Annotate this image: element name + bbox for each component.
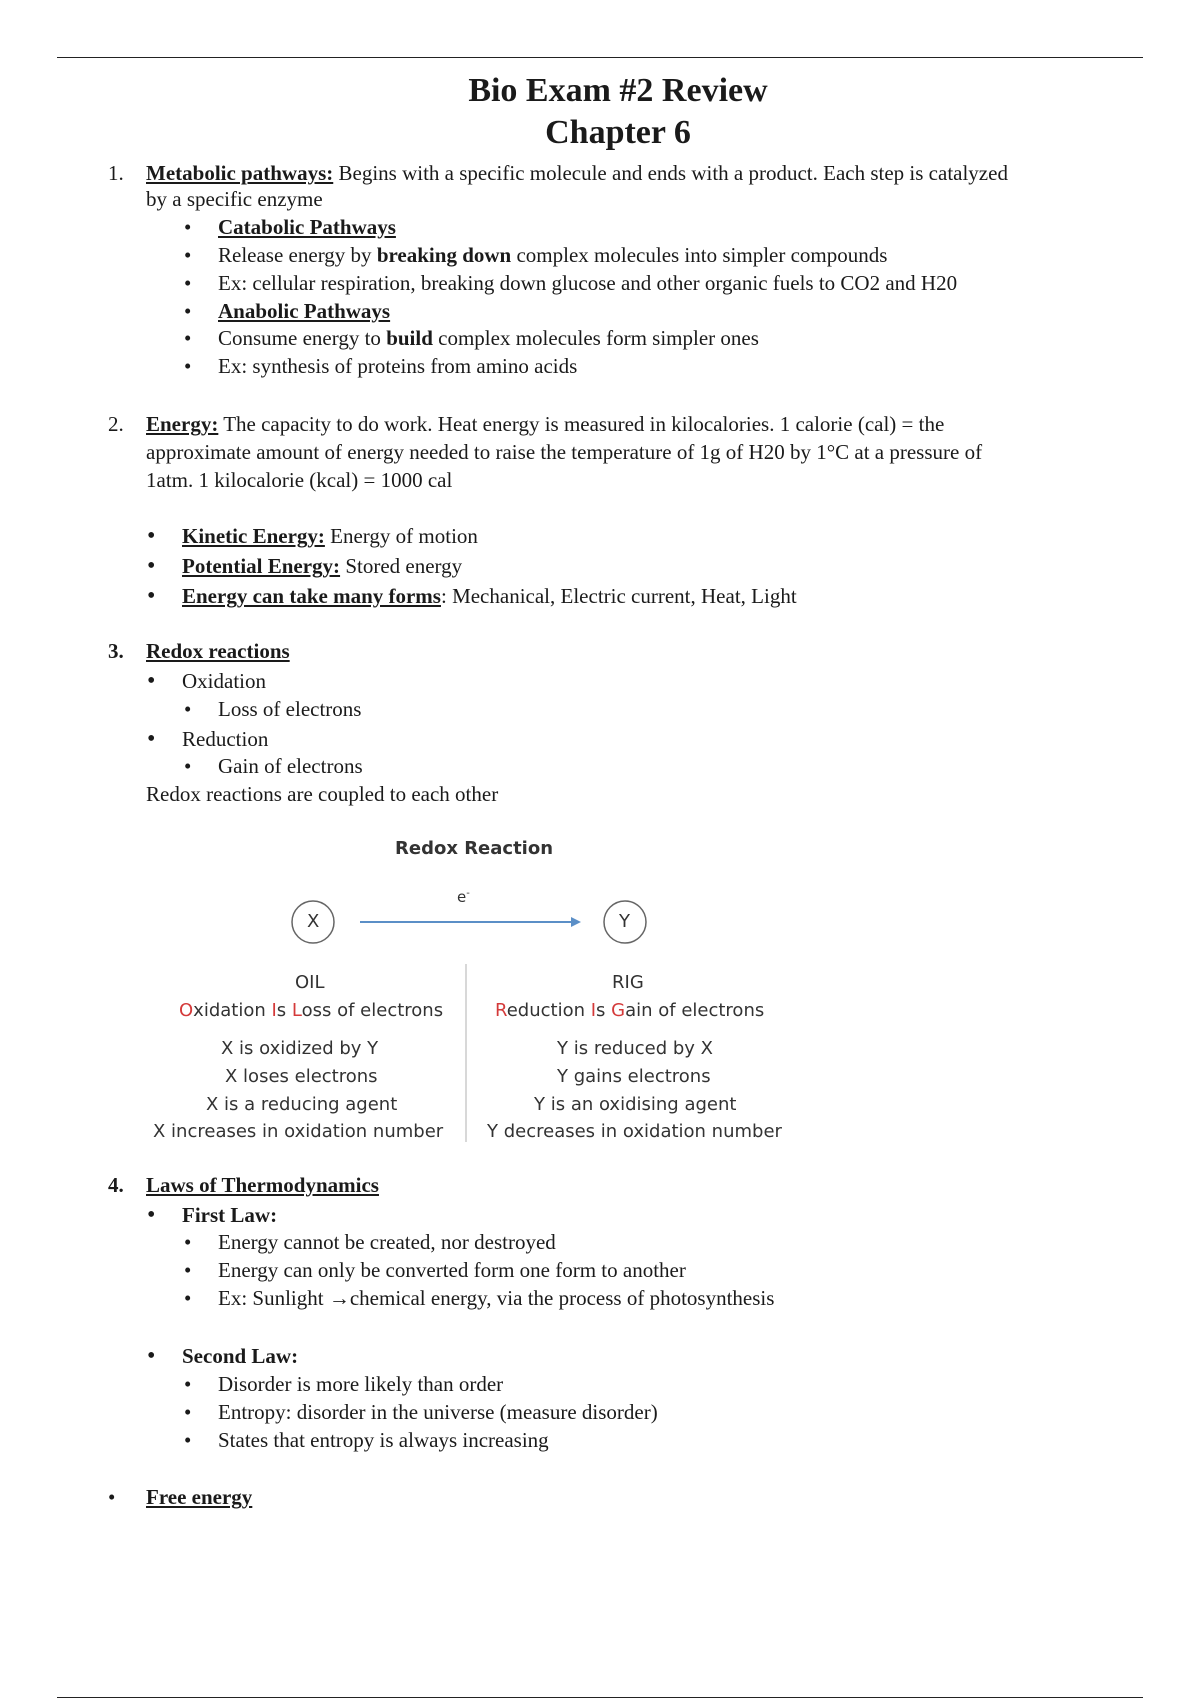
top-rule	[57, 57, 1143, 58]
text-segment: Stored energy	[340, 554, 463, 578]
text-segment: Consume energy to	[218, 326, 387, 350]
bullet-marker: •	[184, 354, 192, 378]
bullet-marker: •	[147, 726, 156, 752]
mnemonic-text: s	[596, 1000, 612, 1021]
gain-label: Gain of electrons	[218, 754, 363, 778]
x-label: X	[307, 911, 320, 932]
text-segment: Energy of motion	[324, 524, 478, 548]
left-line-1: X is oxidized by Y	[221, 1038, 379, 1059]
catabolic-line-1	[218, 242, 887, 268]
bullet-marker: •	[147, 583, 156, 609]
left-line-3: X is a reducing agent	[206, 1094, 398, 1115]
bullet-marker: •	[184, 1400, 192, 1424]
potential-header: Potential Energy:	[182, 554, 341, 578]
diagram-title: Redox Reaction	[395, 838, 554, 859]
bullet-marker: •	[184, 243, 192, 267]
text-bold-segment: breaking down	[376, 243, 512, 267]
second-law-header: Second Law:	[182, 1344, 299, 1368]
first-law-header: First Law:	[182, 1203, 278, 1227]
second-law-line-3: States that entropy is always increasing	[218, 1428, 549, 1452]
bullet-marker: •	[184, 754, 192, 778]
first-law-line-2: Energy can only be converted form one form to another	[218, 1258, 686, 1282]
reduction-label: Reduction	[182, 727, 269, 751]
chapter-title: Chapter 6	[545, 114, 691, 151]
mnemonic-letter: O	[179, 1000, 194, 1021]
arrow-icon: →	[328, 1286, 350, 1310]
loss-label: Loss of electrons	[218, 697, 362, 721]
section-1-text-1: Begins with a specific molecule and ends with a product. Each step is catalyzed	[333, 161, 1008, 185]
section-1-number: 1.	[108, 161, 124, 185]
mnemonic-text: s	[276, 1000, 292, 1021]
bullet-marker: •	[147, 523, 156, 549]
text-segment: : Mechanical, Electric current, Heat, Light	[440, 584, 797, 608]
mnemonic-letter: I	[271, 1000, 277, 1021]
bullet-marker: •	[184, 1372, 192, 1396]
bullet-marker: •	[147, 1343, 156, 1369]
bullet-marker: •	[147, 553, 156, 579]
section-4-header: Laws of Thermodynamics	[146, 1173, 379, 1197]
bullet-marker: •	[184, 697, 192, 721]
first-law-line-1: Energy cannot be created, nor destroyed	[218, 1230, 556, 1254]
text-segment: Ex: Sunlight	[218, 1286, 329, 1310]
bullet-marker: •	[184, 215, 192, 239]
coupled-text: Redox reactions are coupled to each other	[146, 782, 499, 806]
bullet-marker: •	[108, 1485, 116, 1509]
mnemonic-text: eduction	[506, 1000, 591, 1021]
section-2-line-2: approximate amount of energy needed to raise the temperature of 1g of H20 by 1°C at a pressure of	[146, 440, 983, 464]
text-segment: chemical energy, via the process of photosynthesis	[349, 1286, 775, 1310]
rig-label: RIG	[612, 972, 644, 993]
mnemonic-text: ain of electrons	[625, 1000, 765, 1021]
bullet-marker: •	[184, 326, 192, 350]
mnemonic-letter: L	[291, 1000, 302, 1021]
oil-mnemonic	[179, 1000, 443, 1021]
mnemonic-letter: G	[611, 1000, 626, 1021]
page-title: Bio Exam #2 Review	[468, 72, 768, 109]
potential-line	[182, 553, 462, 579]
oil-label: OIL	[295, 972, 325, 993]
right-line-3: Y is an oxidising agent	[534, 1094, 737, 1115]
oxidation-label: Oxidation	[182, 669, 266, 693]
bullet-marker: •	[184, 1286, 192, 1310]
first-law-line-3	[218, 1285, 774, 1311]
section-1-header: Metabolic pathways:	[146, 161, 334, 185]
kinetic-line	[182, 523, 478, 549]
forms-header: Energy can take many forms	[182, 584, 441, 608]
electron-arrow-head	[571, 917, 581, 927]
right-line-2: Y gains electrons	[557, 1066, 711, 1087]
rig-mnemonic	[495, 1000, 764, 1021]
electron-symbol: e	[457, 888, 467, 906]
text-segment: complex molecules form simpler ones	[432, 326, 759, 350]
left-line-4: X increases in oxidation number	[153, 1121, 444, 1142]
text-segment: complex molecules into simpler compounds	[511, 243, 888, 267]
anabolic-header: Anabolic Pathways	[218, 299, 391, 323]
section-2-header: Energy:	[146, 412, 219, 436]
section-2-line-3: 1atm. 1 kilocalorie (kcal) = 1000 cal	[146, 468, 453, 492]
text-segment: Release energy by	[218, 243, 377, 267]
mnemonic-text: xidation	[193, 1000, 272, 1021]
catabolic-header: Catabolic Pathways	[218, 215, 396, 239]
y-label: Y	[619, 911, 630, 932]
bullet-marker: •	[184, 1230, 192, 1254]
text-bold-segment: build	[386, 326, 433, 350]
redox-diagram	[145, 830, 785, 1150]
free-energy-header: Free energy	[146, 1485, 253, 1509]
section-1-line-1	[146, 160, 1008, 186]
section-3-header: Redox reactions	[146, 639, 290, 663]
mnemonic-letter: R	[495, 1000, 507, 1021]
forms-line	[182, 583, 797, 609]
bullet-marker: •	[147, 1202, 156, 1228]
section-1-line-2: by a specific enzyme	[146, 187, 323, 211]
bullet-marker: •	[184, 1428, 192, 1452]
anabolic-line-1	[218, 325, 759, 351]
section-2-number: 2.	[108, 412, 124, 436]
anabolic-line-2: Ex: synthesis of proteins from amino acids	[218, 354, 578, 378]
mnemonic-text: oss of electrons	[301, 1000, 444, 1021]
kinetic-header: Kinetic Energy:	[182, 524, 325, 548]
second-law-line-2: Entropy: disorder in the universe (measure disorder)	[218, 1400, 658, 1424]
bullet-marker: •	[184, 271, 192, 295]
bullet-marker: •	[147, 668, 156, 694]
electron-charge: -	[466, 888, 470, 899]
text-segment: The capacity to do work. Heat energy is measured in kilocalories. 1 calorie (cal) = the	[218, 412, 945, 436]
right-line-4: Y decreases in oxidation number	[487, 1121, 782, 1142]
section-3-number: 3.	[108, 639, 124, 663]
second-law-line-1: Disorder is more likely than order	[218, 1372, 504, 1396]
section-4-number: 4.	[108, 1173, 124, 1197]
left-line-2: X loses electrons	[225, 1066, 378, 1087]
bottom-rule	[57, 1697, 1143, 1698]
section-2-line-1	[146, 411, 944, 437]
bullet-marker: •	[184, 1258, 192, 1282]
mnemonic-letter: I	[590, 1000, 597, 1021]
right-line-1: Y is reduced by X	[557, 1038, 713, 1059]
bullet-marker: •	[184, 299, 192, 323]
catabolic-line-2: Ex: cellular respiration, breaking down glucose and other organic fuels to CO2 and H20	[218, 271, 958, 295]
